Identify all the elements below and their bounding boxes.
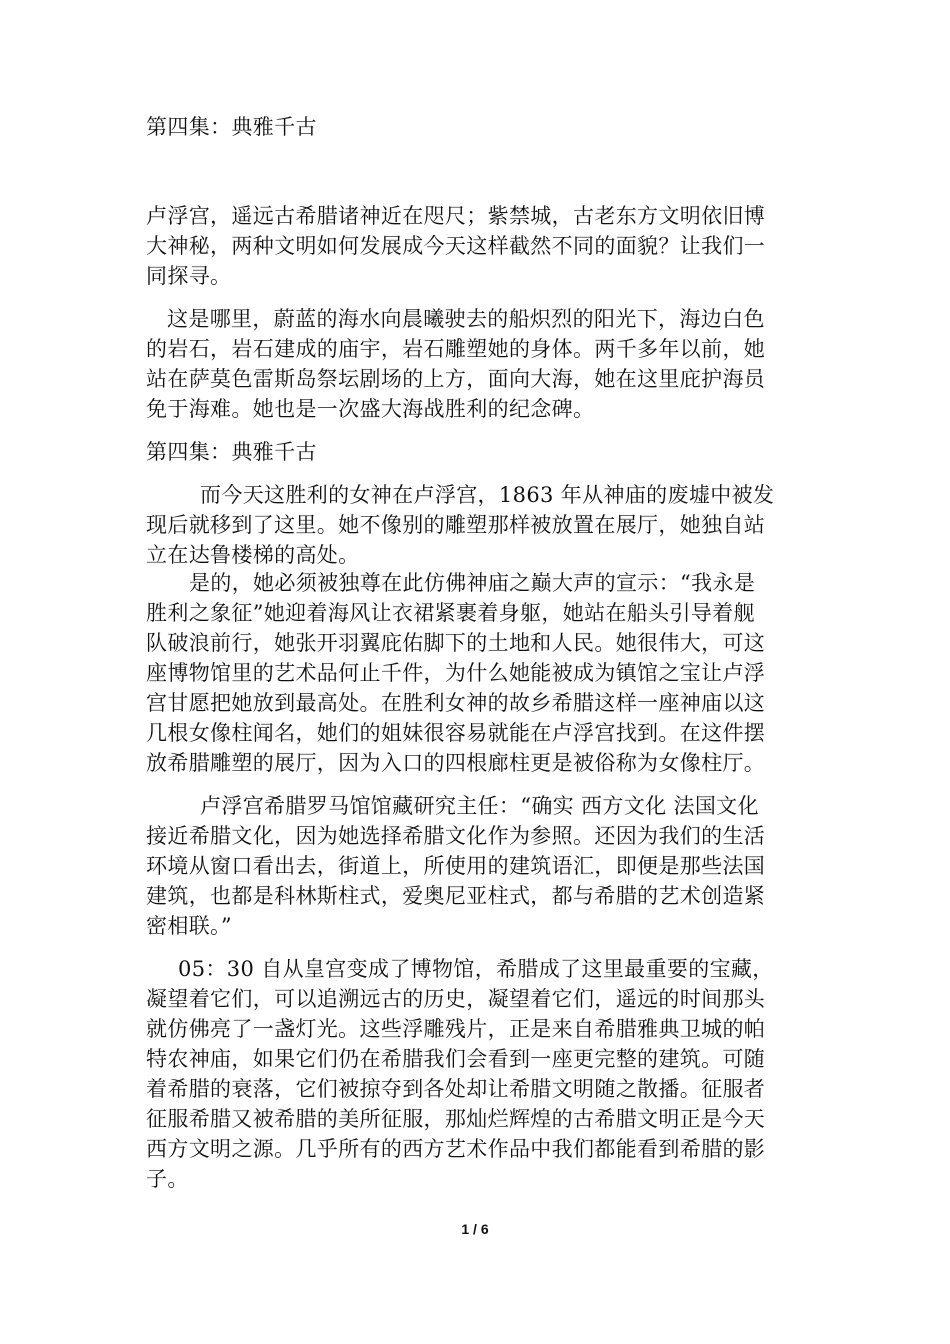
paragraph-1-line-1: 这是哪里，蔚蓝的海水向晨曦驶去的船炽烈的阳光下，海边白色 [167,307,765,331]
intro-line-3: 同探寻。 [146,264,232,288]
paragraph-4-line-3: 环境从窗口看出去，街道上，所使用的建筑语汇，即便是那些法国 [146,854,766,878]
paragraph-5-line-6: 征服希腊又被希腊的美所征服，那灿烂辉煌的古希腊文明正是今天 [146,1107,766,1131]
paragraph-5-line-5: 着希腊的衰落，它们被掠夺到各处却让希腊文明随之散播。征服者 [146,1077,766,1101]
paragraph-1-line-3: 站在萨莫色雷斯岛祭坛剧场的上方，面向大海，她在这里庇护海员 [146,367,766,391]
paragraph-2-line-2: 现后就移到了这里。她不像别的雕塑那样被放置在展厅，她独自站 [146,513,766,537]
paragraph-2-line-1: 而今天这胜利的女神在卢浮宫，1863 年从神庙的废墟中被发 [200,483,775,507]
paragraph-3-line-4: 座博物馆里的艺术品何止千件，为什么她能被成为镇馆之宝让卢浮 [146,661,766,685]
intro-line-2: 大神秘，两种文明如何发展成今天这样截然不同的面貌？让我们一 [146,234,766,258]
paragraph-5-line-2: 凝望着它们，可以追溯远古的历史，凝望着它们，遥远的时间那头 [146,987,766,1011]
paragraph-5-line-4: 特农神庙，如果它们仍在希腊我们会看到一座更完整的建筑。可随 [146,1047,766,1071]
paragraph-3-line-6: 几根女像柱闻名，她们的姐妹很容易就能在卢浮宫找到。在这件摆 [146,721,766,745]
paragraph-1-line-4: 免于海难。她也是一次盛大海战胜利的纪念碑。 [146,397,595,421]
paragraph-3-line-1: 是的，她必须被独尊在此仿佛神庙之巅大声的宣示：“我永是 [189,571,756,595]
paragraph-3-line-5: 宫甘愿把她放到最高处。在胜利女神的故乡希腊这样一座神庙以这 [146,691,766,715]
paragraph-3-line-7: 放希腊雕塑的展厅，因为入口的四根廊柱更是被俗称为女像柱厅。 [146,751,766,775]
paragraph-5-line-8: 子。 [146,1167,189,1191]
paragraph-4-line-2: 接近希腊文化，因为她选择希腊文化作为参照。还因为我们的生活 [146,824,766,848]
page-title: 第四集：典雅千古 [146,115,317,139]
paragraph-4-line-4: 建筑，也都是科林斯柱式，爱奥尼亚柱式，都与希腊的艺术创造紧 [146,884,766,908]
paragraph-3-line-2: 胜利之象征”她迎着海风让衣裙紧裹着身躯，她站在船头引导着舰 [146,601,755,625]
paragraph-5-line-1: 05：30 自从皇宫变成了博物馆，希腊成了这里最重要的宝藏， [178,957,774,981]
intro-line-1: 卢浮宫，遥远古希腊诸神近在咫尺；紫禁城，古老东方文明依旧博 [146,204,766,228]
paragraph-2-line-3: 立在达鲁楼梯的高处。 [146,543,360,567]
page-number: 1 / 6 [461,1221,489,1237]
paragraph-4-line-5: 密相联。” [146,914,232,938]
paragraph-5-line-7: 西方文明之源。几乎所有的西方艺术作品中我们都能看到希腊的影 [146,1137,766,1161]
paragraph-5-line-3: 就仿佛亮了一盏灯光。这些浮雕残片，正是来自希腊雅典卫城的帕 [146,1017,766,1041]
paragraph-3-line-3: 队破浪前行，她张开羽翼庇佑脚下的土地和人民。她很伟大，可这 [146,631,766,655]
paragraph-4-line-1: 卢浮宫希腊罗马馆馆藏研究主任：“确实 西方文化 法国文化 [200,794,759,818]
section-title: 第四集：典雅千古 [146,440,317,464]
paragraph-1-line-2: 的岩石，岩石建成的庙宇，岩石雕塑她的身体。两千多年以前，她 [146,337,766,361]
